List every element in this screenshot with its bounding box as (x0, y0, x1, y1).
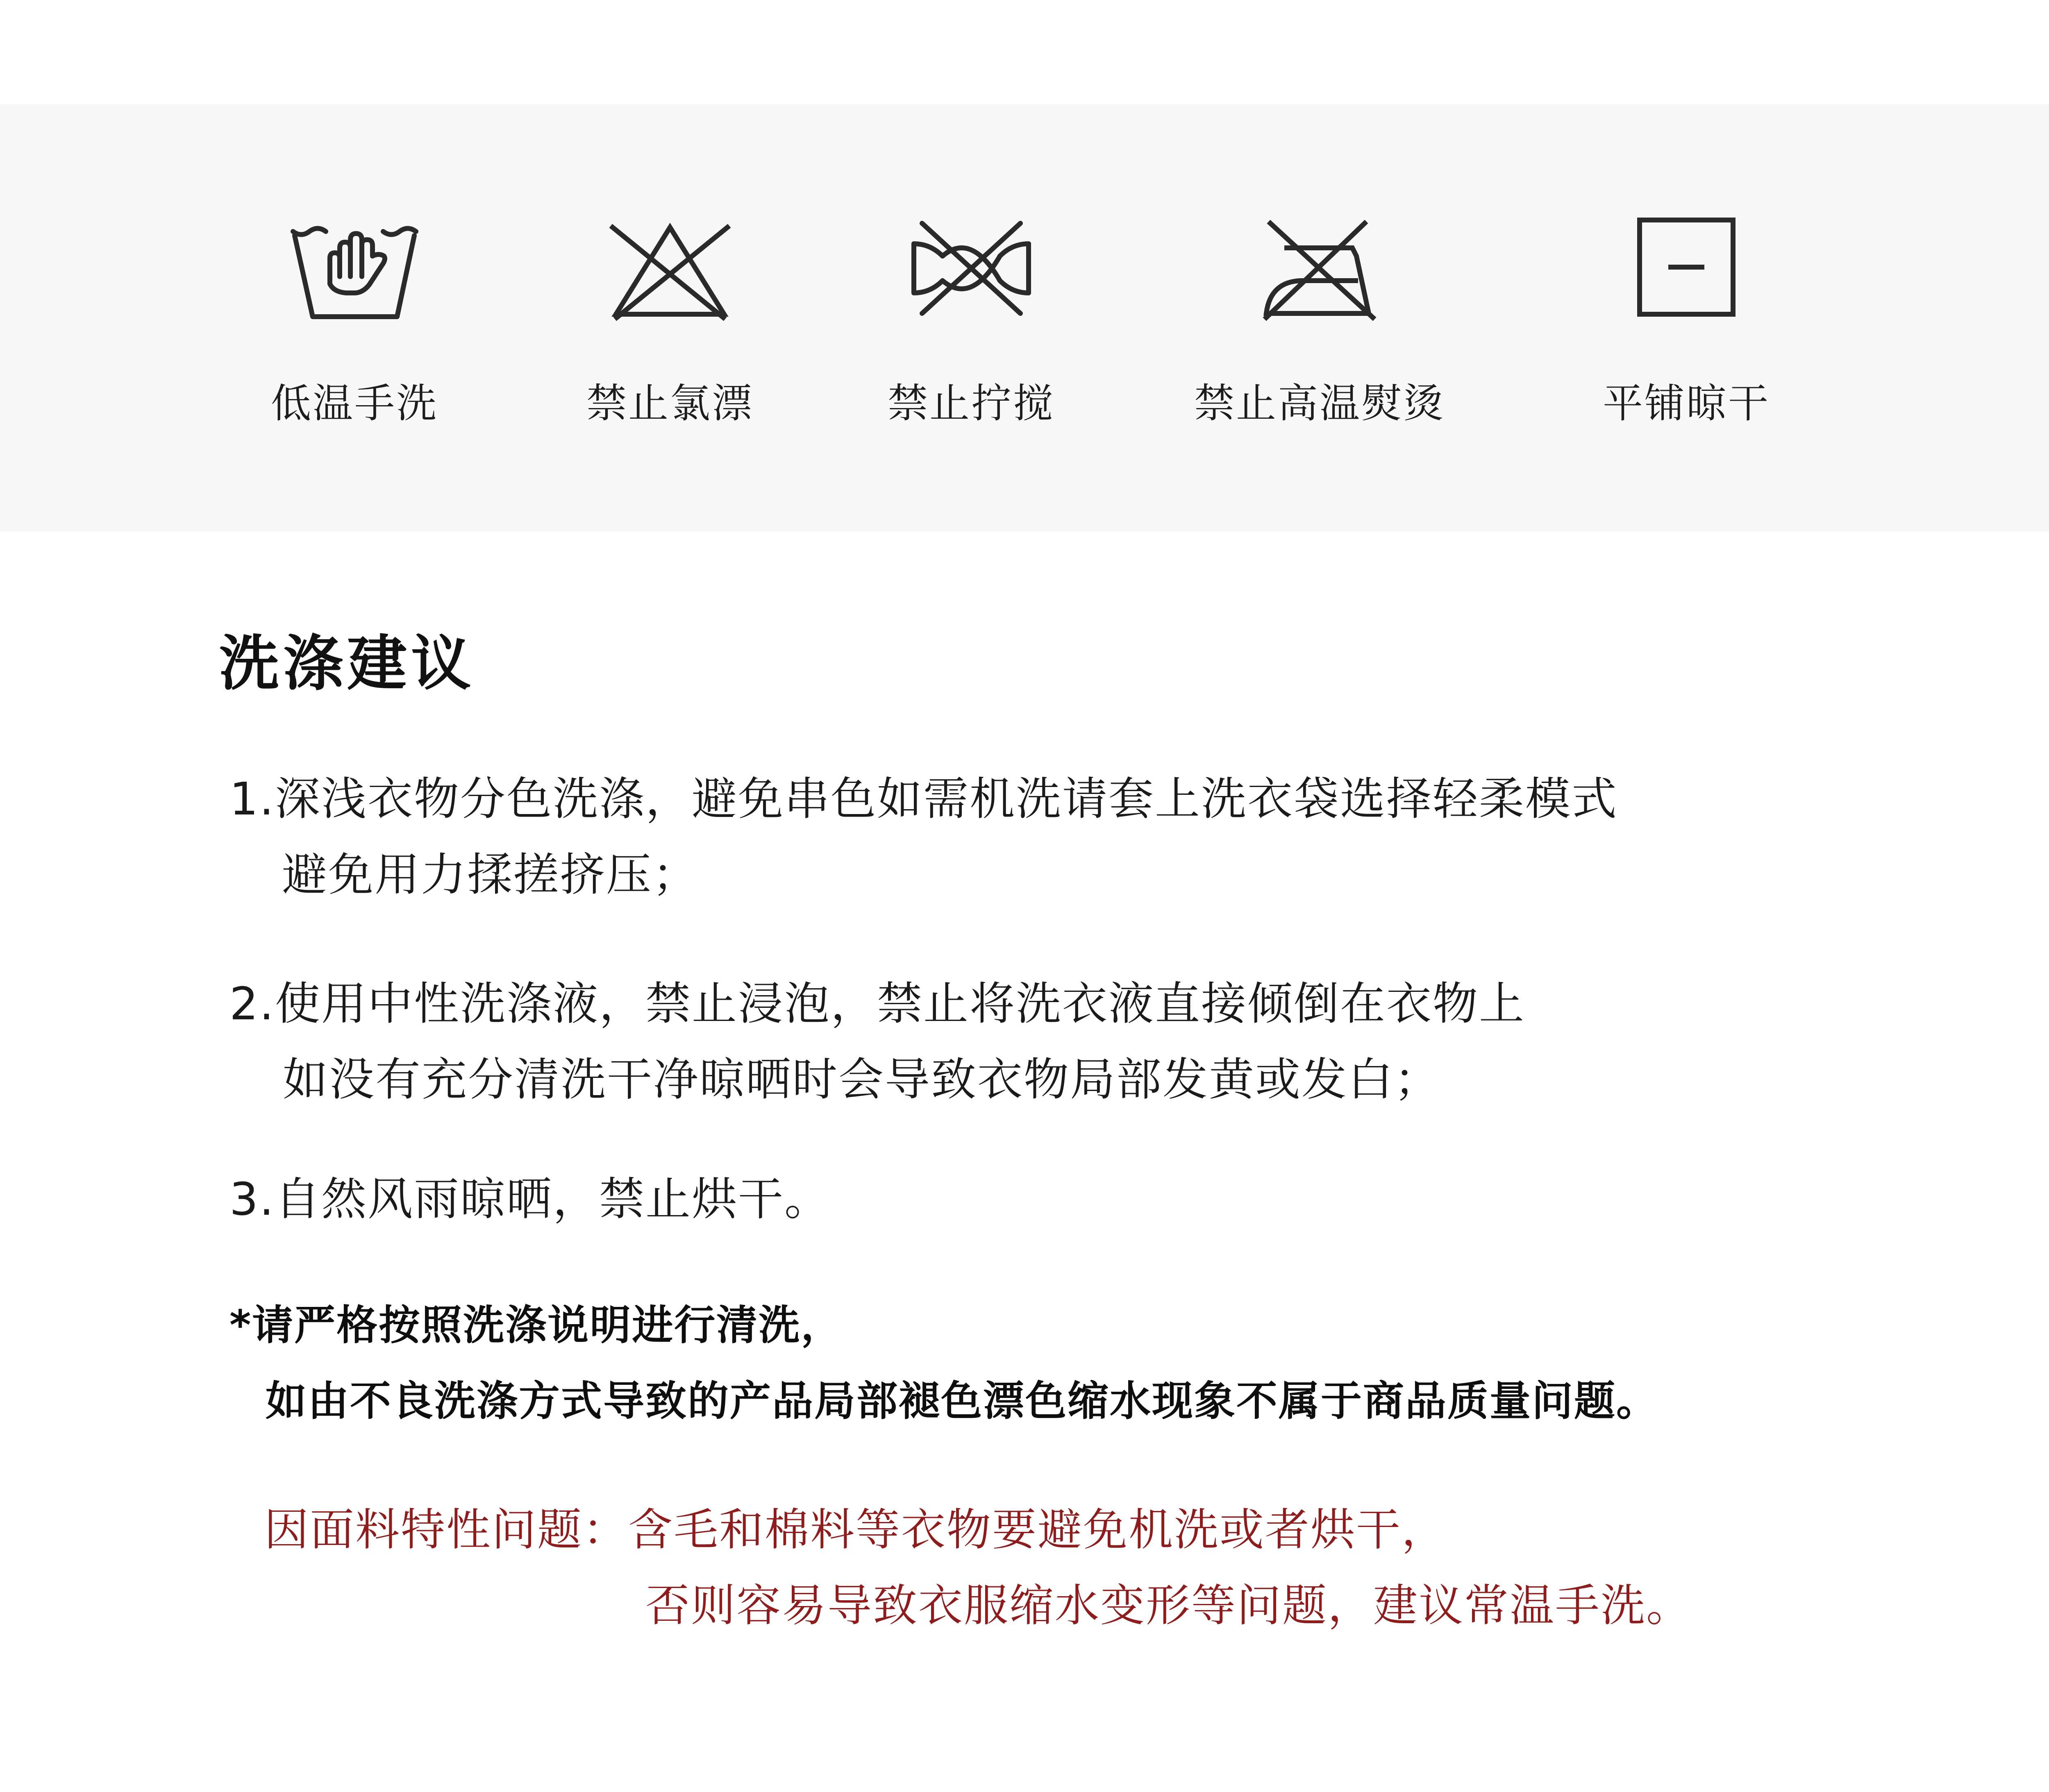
warning-line-2: 否则容易导致衣服缩水变形等问题，建议常温手洗。 (645, 1580, 1692, 1631)
no-bleach-icon (604, 215, 736, 322)
section-title: 洗涤建议 (219, 629, 475, 699)
no-iron-icon (1254, 215, 1385, 322)
care-label-hand-wash: 低温手洗 (270, 380, 438, 427)
advice-item-1-line-2: 避免用力揉搓挤压； (282, 848, 699, 901)
care-label-no-iron: 禁止高温熨烫 (1194, 380, 1445, 427)
advice-item-2-line-1: 2.使用中性洗涤液，禁止浸泡，禁止将洗衣液直接倾倒在衣物上 (229, 978, 1525, 1030)
care-item-no-iron (1164, 104, 1475, 531)
care-symbols-band (0, 104, 2049, 531)
notice-line-1: *请严格按照洗涤说明进行清洗， (229, 1301, 843, 1349)
advice-item-2-line-2: 如没有充分清洗干净晾晒时会导致衣物局部发黄或发白； (283, 1053, 1440, 1106)
care-item-no-bleach (514, 104, 826, 531)
advice-item-3-line-1: 3.自然风雨晾晒，禁止烘干。 (229, 1173, 831, 1225)
advice-item-1-line-1: 1.深浅衣物分色洗涤，避免串色如需机洗请套上洗衣袋选择轻柔模式 (229, 773, 1618, 825)
hand-wash-icon (289, 215, 420, 322)
dry-flat-icon (1621, 215, 1752, 322)
care-label-no-bleach: 禁止氯漂 (586, 380, 754, 427)
care-label-no-wring: 禁止拧搅 (887, 380, 1055, 427)
care-label-dry-flat: 平铺晾干 (1602, 380, 1770, 427)
notice-line-2: 如由不良洗涤方式导致的产品局部褪色漂色缩水现象不属于商品质量问题。 (266, 1377, 1658, 1425)
care-item-hand-wash (199, 104, 510, 531)
care-item-dry-flat (1531, 104, 1842, 531)
warning-line-1: 因面料特性问题：含毛和棉料等衣物要避免机洗或者烘干， (264, 1504, 1447, 1556)
no-wring-icon (906, 215, 1037, 322)
care-item-no-wring (816, 104, 1127, 531)
